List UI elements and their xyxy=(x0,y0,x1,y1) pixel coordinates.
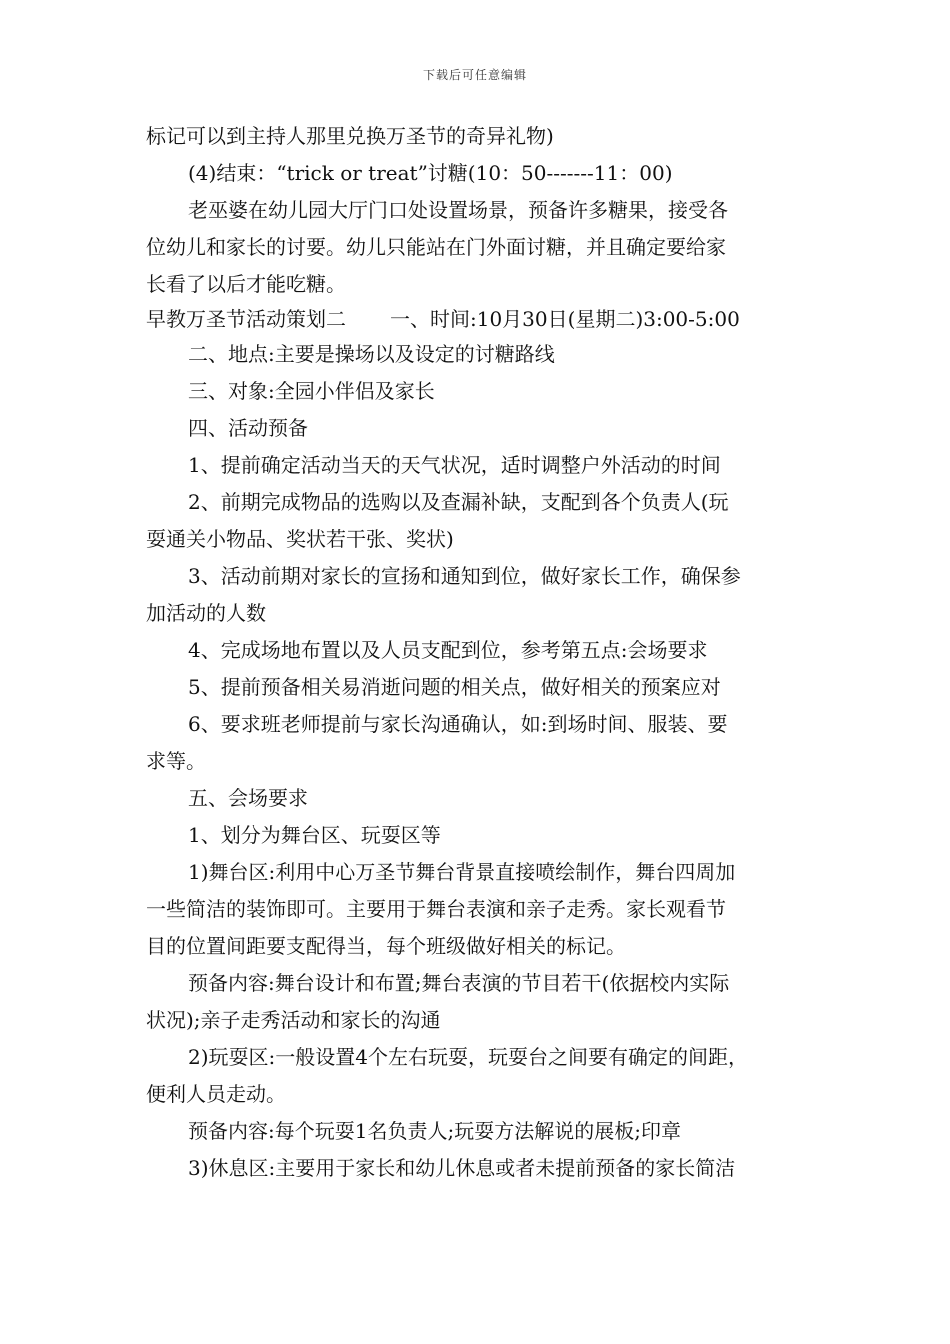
text-line: 五、会场要求 xyxy=(188,786,308,810)
text-line: 5、提前预备相关易消逝问题的相关点，做好相关的预案应对 xyxy=(188,675,721,699)
section-time: 一、时间:10月30日(星期二)3:00-5:00 xyxy=(390,307,740,331)
text-line: 求等。 xyxy=(146,749,206,773)
text-line: 2)玩耍区:一般设置4个左右玩耍，玩耍台之间要有确定的间距， xyxy=(188,1045,748,1069)
section-title: 早教万圣节活动策划二 xyxy=(146,307,346,331)
text-line: 便利人员走动。 xyxy=(146,1082,286,1106)
text-line: 三、对象:全园小伴侣及家长 xyxy=(188,379,435,403)
paragraph-block-plan xyxy=(146,336,814,1187)
text-line: 二、地点:主要是操场以及设定的讨糖路线 xyxy=(188,342,555,366)
text-line: 3)休息区:主要用于家长和幼儿休息或者未提前预备的家长简洁 xyxy=(188,1156,736,1180)
text-line: 4、完成场地布置以及人员支配到位，参考第五点:会场要求 xyxy=(188,638,708,662)
text-line: 6、要求班老师提前与家长沟通确认，如:到场时间、服装、要 xyxy=(188,712,728,736)
section-heading-line xyxy=(146,303,814,336)
text-line: 状况);亲子走秀活动和家长的沟通 xyxy=(146,1008,441,1032)
text-line: 老巫婆在幼儿园大厅门口处设置场景，预备许多糖果，接受各 xyxy=(188,198,728,222)
text-line: 1、划分为舞台区、玩耍区等 xyxy=(188,823,441,847)
text-line: 3、活动前期对家长的宣扬和通知到位，做好家长工作，确保参 xyxy=(188,564,741,588)
page-header: 下载后可任意编辑 xyxy=(422,68,527,82)
text-line: 耍通关小物品、奖状若干张、奖状) xyxy=(146,527,454,551)
document-body xyxy=(146,118,814,1187)
text-line: 1)舞台区:利用中心万圣节舞台背景直接喷绘制作，舞台四周加 xyxy=(188,860,736,884)
text-line: 目的位置间距要支配得当，每个班级做好相关的标记。 xyxy=(146,934,626,958)
text-line: 位幼儿和家长的讨要。幼儿只能站在门外面讨糖，并且确定要给家 xyxy=(146,235,726,259)
text-line: 2、前期完成物品的选购以及查漏补缺，支配到各个负责人(玩 xyxy=(188,490,729,514)
paragraph-block-intro xyxy=(146,118,814,303)
text-line: 预备内容:舞台设计和布置;舞台表演的节目若干(依据校内实际 xyxy=(188,971,730,995)
text-line: 四、活动预备 xyxy=(188,416,308,440)
text-line: (4)结束：“trick or treat”讨糖(10：50-------11：00) xyxy=(188,161,673,185)
text-line: 预备内容:每个玩耍1名负责人;玩耍方法解说的展板;印章 xyxy=(188,1119,681,1143)
text-line: 长看了以后才能吃糖。 xyxy=(146,272,346,296)
text-line: 标记可以到主持人那里兑换万圣节的奇异礼物) xyxy=(146,124,554,148)
text-line: 一些简洁的装饰即可。主要用于舞台表演和亲子走秀。家长观看节 xyxy=(146,897,726,921)
text-line: 1、提前确定活动当天的天气状况，适时调整户外活动的时间 xyxy=(188,453,721,477)
text-line: 加活动的人数 xyxy=(146,601,266,625)
